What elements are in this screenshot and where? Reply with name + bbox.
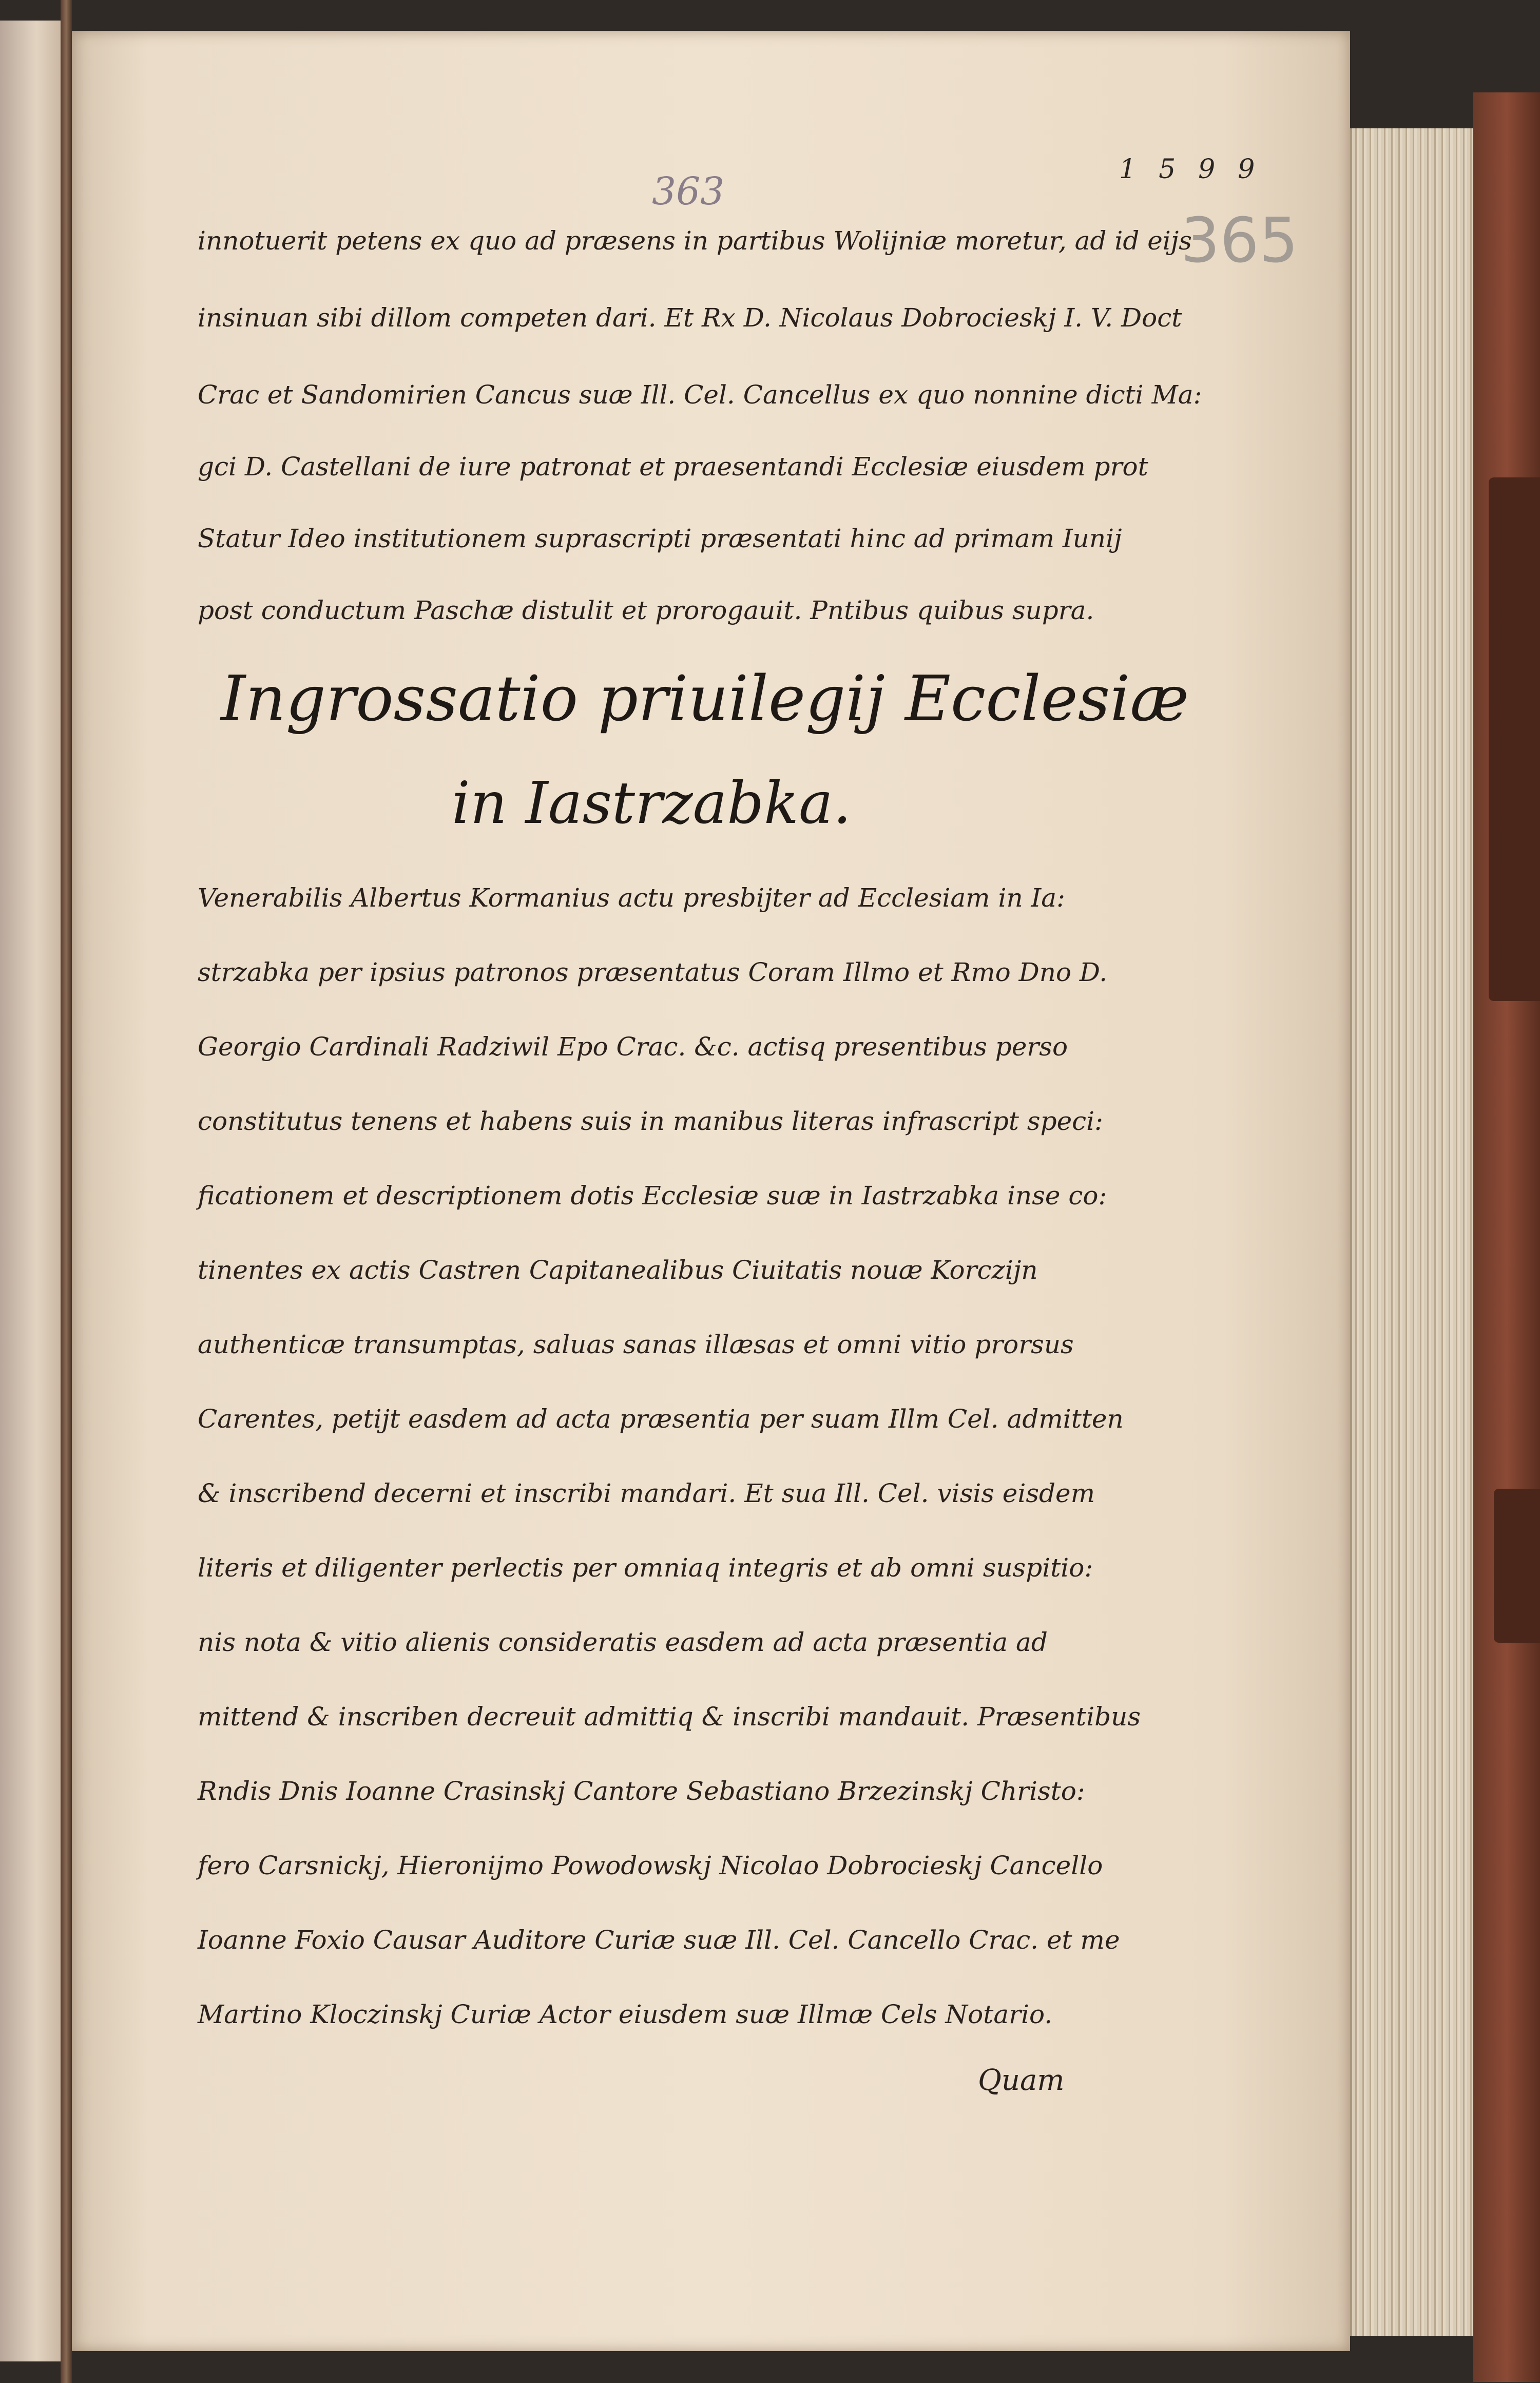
text-line: & inscribend decerni et inscribi mandari. Et sua Ill. Cel. visis eisdem xyxy=(198,1478,1095,1508)
year-marks: 1599 xyxy=(1119,154,1278,185)
text-line: tinentes ex actis Castren Capitanealibus Ciuitatis nouæ Korczijn xyxy=(198,1255,1038,1285)
text-line: Crac et Sandomirien Cancus suæ Ill. Cel. Cancellus ex quo nonnine dicti Ma: xyxy=(198,380,1202,410)
section-heading: Ingrossatio priuilegij Ecclesiæ xyxy=(221,662,1189,735)
text-line: constitutus tenens et habens suis in manibus literas infrascript speci: xyxy=(198,1106,1104,1136)
text-line: ficationem et descriptionem dotis Ecclesiæ suæ in Iastrzabka inse co: xyxy=(198,1181,1107,1210)
cover-tab xyxy=(1489,477,1540,1001)
section-heading-sub: in Iastrzabka. xyxy=(452,770,852,837)
text-line: insinuan sibi dillom competen dari. Et Rx D. Nicolaus Dobrocieskj I. V. Doct xyxy=(198,303,1182,333)
text-line: mittend & inscriben decreuit admittiq & inscribi mandauit. Præsentibus xyxy=(198,1702,1141,1732)
text-line: authenticæ transumptas, saluas sanas illæsas et omni vitio prorsus xyxy=(198,1330,1074,1359)
text-line: gci D. Castellani de iure patronat et praesentandi Ecclesiæ eiusdem prot xyxy=(198,452,1148,482)
text-line: innotuerit petens ex quo ad præsens in partibus Wolijniæ moretur, ad id eijs xyxy=(198,226,1192,256)
text-line: Rndis Dnis Ioanne Crasinskj Cantore Sebastiano Brzezinskj Christo: xyxy=(198,1776,1085,1806)
text-line: Venerabilis Albertus Kormanius actu presbijter ad Ecclesiam in Ia: xyxy=(198,883,1065,913)
pencil-page-number: 365 xyxy=(1181,205,1299,277)
cover-tab-lower xyxy=(1494,1489,1540,1643)
text-line: Georgio Cardinali Radziwil Epo Crac. &c. actisq presentibus perso xyxy=(198,1032,1068,1062)
text-line: nis nota & vitio alienis consideratis easdem ad acta præsentia ad xyxy=(198,1627,1048,1657)
book-cover xyxy=(1473,92,1540,2382)
page-fore-edge xyxy=(1350,128,1491,2336)
text-line: strzabka per ipsius patronos præsentatus Coram Illmo et Rmo Dno D. xyxy=(198,957,1108,987)
text-line: Martino Kloczinskj Curiæ Actor eiusdem suæ Illmæ Cels Notario. xyxy=(198,2000,1053,2029)
text-line: post conductum Paschæ distulit et prorogauit. Pntibus quibus supra. xyxy=(198,595,1094,625)
text-line: Carentes, petijt easdem ad acta præsentia per suam Illm Cel. admitten xyxy=(198,1404,1124,1434)
left-page-edge xyxy=(0,21,64,2361)
text-line: Statur Ideo institutionem suprascripti præsentati hinc ad primam Iunij xyxy=(198,524,1122,553)
book-binding xyxy=(61,0,72,2383)
text-line: literis et diligenter perlectis per omniaq integris et ab omni suspitio: xyxy=(198,1553,1093,1583)
text-line: Ioanne Foxio Causar Auditore Curiæ suæ Ill. Cel. Cancello Crac. et me xyxy=(198,1925,1120,1955)
catchword: Quam xyxy=(978,2064,1065,2097)
folio-number: 363 xyxy=(652,169,725,214)
text-line: fero Carsnickj, Hieronijmo Powodowskj Nicolao Dobrocieskj Cancello xyxy=(198,1851,1103,1880)
